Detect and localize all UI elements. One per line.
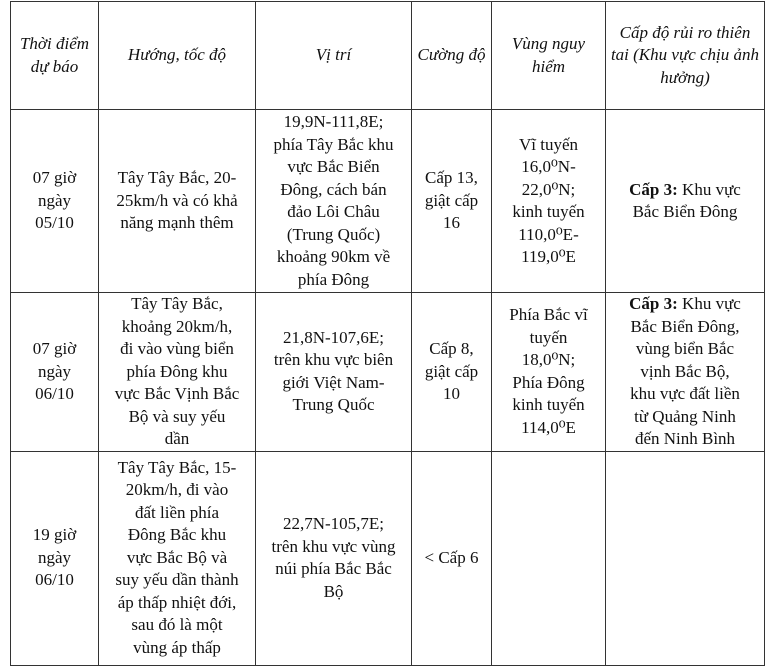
risk-area-text: Khu vực Bắc Biển Đông, vùng biển Bắc vịnh Bắc Bộ, khu vực đất liền từ Quảng Ninh đến Ninh Bình: [630, 294, 741, 448]
header-direction: Hướng, tốc độ: [99, 2, 256, 110]
table-row: [11, 293, 765, 452]
header-danger-zone: Vùng nguy hiểm: [492, 2, 606, 110]
risk-level-label: Cấp 3:: [629, 179, 678, 199]
cell-time: 19 giờ ngày 06/10: [11, 451, 99, 665]
cell-position: 22,7N-105,7E; trên khu vực vùng núi phía Bắc Bắc Bộ: [256, 451, 412, 665]
cell-intensity: Cấp 8, giật cấp 10: [412, 293, 492, 452]
cell-intensity: < Cấp 6: [412, 451, 492, 665]
table-row: [11, 451, 765, 665]
table-header-row: [11, 2, 765, 110]
cell-time: 07 giờ ngày 06/10: [11, 293, 99, 452]
cell-risk: [606, 451, 765, 665]
cell-time: 07 giờ ngày 05/10: [11, 110, 99, 293]
cell-position: 21,8N-107,6E; trên khu vực biên giới Việt Nam- Trung Quốc: [256, 293, 412, 452]
table-row: [11, 110, 765, 293]
cell-danger-zone: [492, 451, 606, 665]
forecast-table: [10, 1, 765, 666]
cell-direction: Tây Tây Bắc, 15- 20km/h, đi vào đất liền phía Đông Bắc khu vực Bắc Bộ và suy yếu dần thành áp thấp nhiệt đới, sau đó là một vùng áp thấp: [99, 451, 256, 665]
cell-direction: Tây Tây Bắc, 20- 25km/h và có khả năng mạnh thêm: [99, 110, 256, 293]
cell-risk: [606, 293, 765, 452]
risk-level-label: Cấp 3:: [629, 294, 678, 313]
header-intensity: Cường độ: [412, 2, 492, 110]
cell-intensity: Cấp 13, giật cấp 16: [412, 110, 492, 293]
risk-area-text: Khu vực Bắc Biển Đông: [632, 179, 741, 221]
header-risk-level: Cấp độ rủi ro thiên tai (Khu vực chịu ảnh hưởng): [606, 2, 765, 110]
cell-position: 19,9N-111,8E; phía Tây Bắc khu vực Bắc Biển Đông, cách bán đảo Lôi Châu (Trung Quốc) khoảng 90km về phía Đông: [256, 110, 412, 293]
cell-direction: Tây Tây Bắc, khoảng 20km/h, đi vào vùng biển phía Đông khu vực Bắc Vịnh Bắc Bộ và suy yếu dần: [99, 293, 256, 452]
header-position: Vị trí: [256, 2, 412, 110]
cell-risk: [606, 110, 765, 293]
cell-danger-zone: Vĩ tuyến 16,0⁰N- 22,0⁰N; kinh tuyến 110,0⁰E- 119,0⁰E: [492, 110, 606, 293]
cell-danger-zone: Phía Bắc vĩ tuyến 18,0⁰N; Phía Đông kinh tuyến 114,0⁰E: [492, 293, 606, 452]
header-time: Thời điểm dự báo: [11, 2, 99, 110]
